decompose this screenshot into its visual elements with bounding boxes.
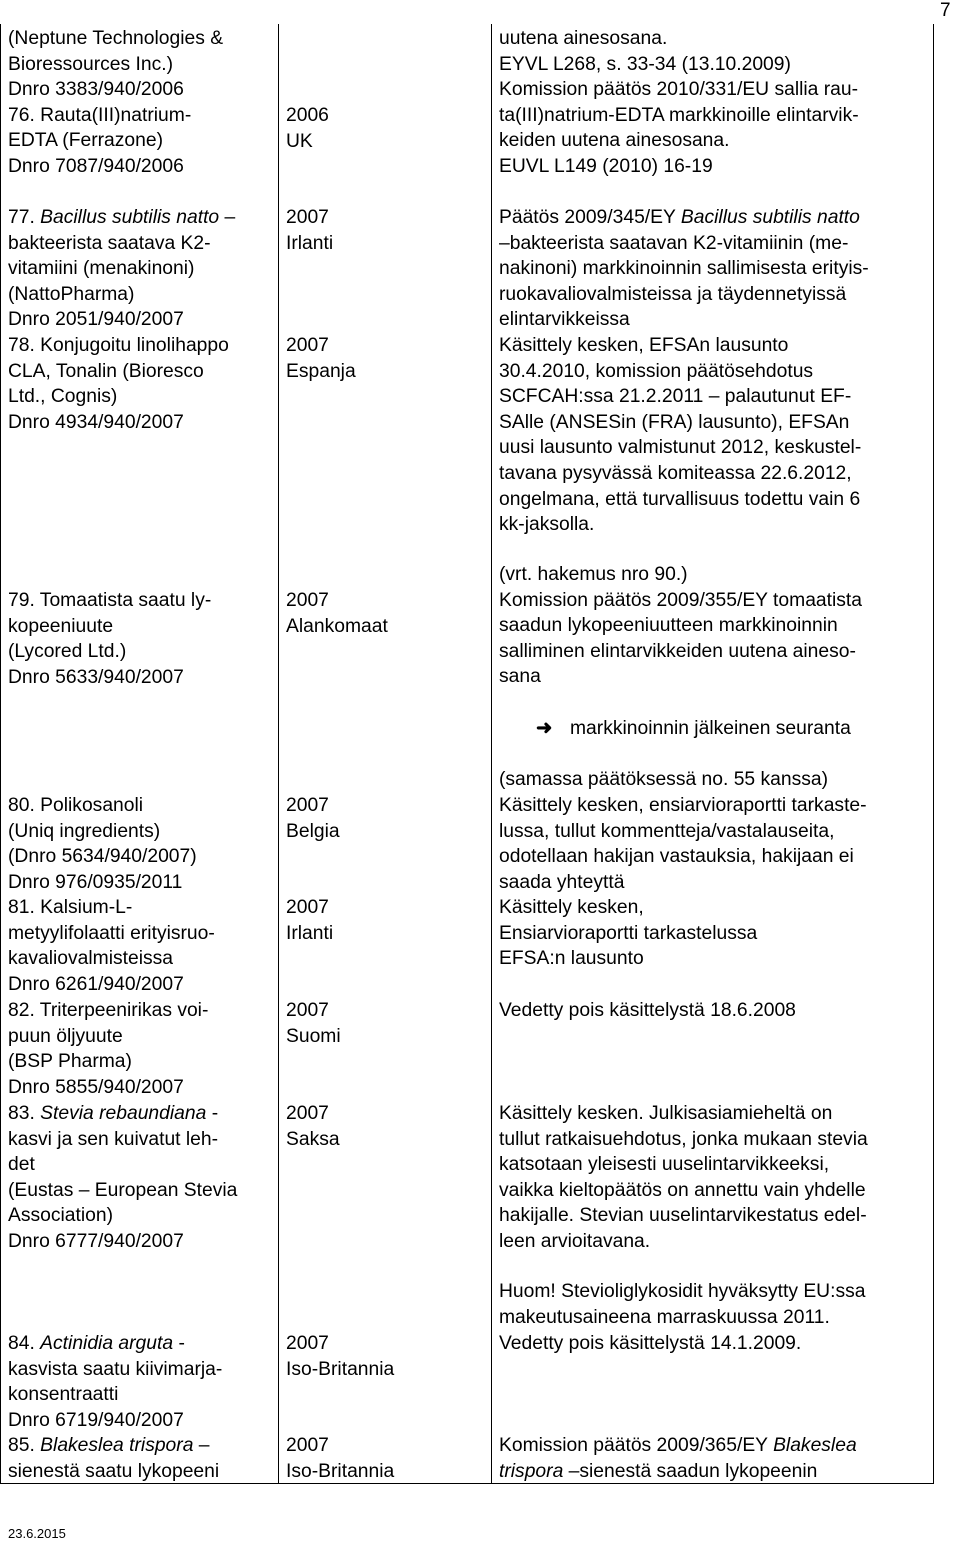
italic-text: Blakeslea trispora [40, 1435, 194, 1456]
text-line [499, 819, 867, 845]
text-line [499, 435, 861, 461]
text-line [8, 256, 235, 282]
text-line [8, 639, 211, 665]
text-line [286, 1331, 394, 1357]
text-segment: (Eustas – European Stevia [8, 1179, 238, 1201]
text-line [8, 154, 223, 180]
text-segment: - [173, 1333, 185, 1354]
text-segment: 2007 [286, 1000, 329, 1021]
row-year-country-79 [286, 588, 388, 639]
text-segment: tavana pysyvässä komiteassa 22.6.2012, [499, 462, 852, 484]
text-line [499, 359, 861, 385]
text-segment: Belgia [286, 820, 340, 842]
text-segment: hakijalle. Stevian uuselintarvikestatus edel- [499, 1205, 867, 1227]
row-status-84 [499, 1331, 801, 1357]
text-segment: Association) [8, 1205, 114, 1227]
text-line [286, 1459, 394, 1485]
text-segment: Iso-Britannia [286, 1460, 395, 1482]
text-line [499, 1203, 868, 1229]
text-segment: Irlanti [286, 232, 334, 254]
text-line [8, 1203, 237, 1229]
text-line [8, 1127, 237, 1153]
row-year-country-80 [286, 793, 340, 844]
row-status-76 [499, 26, 859, 180]
text-segment: Dnro 4934/940/2007 [8, 411, 184, 433]
text-segment: (Dnro 5634/940/2007) [8, 846, 197, 868]
text-line [286, 205, 333, 231]
text-line [499, 333, 861, 359]
text-segment: katsotaan yleisesti uuselintarvikkeeksi, [499, 1154, 830, 1176]
column-divider-2 [491, 24, 492, 1484]
text-segment: salliminen elintarvikkeiden uutena aineso- [499, 640, 856, 662]
text-segment: (Neptune Technologies & [8, 28, 224, 49]
text-line [286, 793, 340, 819]
text-segment: elintarvikkeissa [499, 309, 630, 331]
row-status-81 [499, 895, 757, 972]
text-line [8, 1459, 219, 1485]
text-line [499, 793, 867, 819]
text-segment: bakteerista saatava K2- [8, 232, 211, 254]
text-line [499, 1433, 857, 1459]
italic-text: Bacillus subtilis natto [40, 207, 220, 228]
table-border-right [933, 24, 934, 1484]
text-line [286, 359, 356, 385]
text-line [8, 1152, 237, 1178]
text-segment: leen arvioitavana. [499, 1230, 651, 1252]
text-segment: sienestä saatu lykopeeni [8, 1460, 220, 1482]
text-segment: Dnro 6261/940/2007 [8, 973, 184, 995]
text-line [499, 639, 862, 665]
text-segment: Komission päätös 2010/331/EU sallia rau- [499, 79, 859, 101]
text-segment: Dnro 5633/940/2007 [8, 666, 184, 688]
italic-text: Bacillus subtilis natto [680, 207, 860, 228]
row-year-country-78 [286, 333, 356, 384]
text-segment: ruokavaliovalmisteissa ja täydennetyissä [499, 283, 847, 305]
row-applicant-78 [8, 333, 229, 435]
text-segment: puun öljyuute [8, 1025, 123, 1047]
text-line [286, 1357, 394, 1383]
row-applicant-77 [8, 205, 235, 333]
text-line [8, 1382, 222, 1408]
text-segment: uusi lausunto valmistunut 2012, keskustel- [499, 437, 862, 459]
row-year-country-85 [286, 1433, 394, 1484]
text-line [8, 972, 215, 998]
text-line [499, 1101, 868, 1127]
text-line [286, 129, 329, 155]
text-segment: makeutusaineena marraskuussa 2011. [499, 1306, 830, 1328]
text-segment: tullut ratkaisuehdotus, jonka mukaan stevia [499, 1128, 868, 1150]
text-line [499, 895, 757, 921]
text-segment: Suomi [286, 1025, 341, 1047]
text-segment: (NattoPharma) [8, 283, 135, 305]
text-line [8, 103, 223, 129]
text-segment: uutena ainesosana. [499, 28, 668, 49]
text-segment: metyylifolaatti erityisruo- [8, 922, 215, 944]
text-line [8, 307, 235, 333]
text-segment: keiden uutena ainesosana. [499, 130, 730, 152]
text-line [499, 870, 867, 896]
text-line [499, 664, 862, 690]
text-segment: Dnro 976/0935/2011 [8, 871, 183, 893]
text-line [8, 384, 229, 410]
text-segment: 76. Rauta(III)natrium- [8, 104, 192, 126]
row-status-80 [499, 793, 867, 895]
text-line [499, 205, 869, 231]
text-segment: SCFCAH:ssa 21.2.2011 – palautunut EF- [499, 386, 852, 408]
text-segment: Bioressources Inc.) [8, 53, 174, 75]
row-status-85 [499, 1433, 857, 1484]
text-line [499, 512, 861, 538]
text-line [8, 231, 235, 257]
text-line [8, 998, 208, 1024]
text-line [499, 1459, 857, 1485]
text-line [8, 946, 215, 972]
post-market-monitoring-text: markkinoinnin jälkeinen seuranta [570, 718, 851, 739]
post-market-monitoring-note [536, 716, 851, 742]
row-status-78 [499, 333, 861, 538]
text-segment: Saksa [286, 1128, 340, 1150]
text-segment: Päätös 2009/345/EY [499, 207, 681, 228]
text-line [8, 26, 223, 52]
row-year-country-82 [286, 998, 341, 1049]
text-line [499, 307, 869, 333]
text-line [8, 333, 229, 359]
text-line [8, 1075, 208, 1101]
text-line [286, 588, 388, 614]
text-line [8, 1408, 222, 1434]
text-line [499, 77, 859, 103]
text-line [8, 128, 223, 154]
footer-date: 23.6.2015 [8, 1526, 66, 1541]
row-applicant-81 [8, 895, 215, 997]
text-line [499, 1178, 868, 1204]
text-line [499, 844, 867, 870]
text-segment: - [206, 1103, 219, 1124]
text-line [8, 665, 211, 691]
row-status-83-note [499, 1279, 865, 1330]
text-segment: 2007 [286, 335, 329, 356]
text-segment: lussa, tullut kommentteja/vastalauseita, [499, 820, 835, 842]
text-segment: 78. Konjugoitu linolihappo [8, 335, 229, 356]
text-segment: Alankomaat [286, 615, 388, 637]
text-segment: sana [499, 666, 541, 688]
text-segment: 77. [8, 207, 41, 228]
text-segment: Dnro 5855/940/2007 [8, 1076, 184, 1098]
text-line [286, 819, 340, 845]
row-year-country-81 [286, 895, 333, 946]
text-segment: 30.4.2010, komission päätösehdotus [499, 360, 814, 382]
text-segment: 2006 [286, 105, 329, 126]
text-line [286, 103, 329, 129]
text-line [499, 128, 859, 154]
row-status-82 [499, 998, 796, 1024]
text-line [8, 588, 211, 614]
text-segment: Ensiarvioraportti tarkastelussa [499, 922, 758, 944]
row-status-79 [499, 562, 862, 690]
italic-text: Actinidia arguta [40, 1333, 174, 1354]
text-line [499, 487, 861, 513]
text-segment: Dnro 3383/940/2006 [8, 79, 184, 101]
text-line [499, 1127, 868, 1153]
text-line [8, 1229, 237, 1255]
text-line [499, 1279, 865, 1305]
text-segment: –sienestä saadun lykopeenin [563, 1460, 818, 1482]
text-line [499, 410, 861, 436]
text-line [8, 1433, 219, 1459]
row-applicant-80 [8, 793, 197, 895]
text-line [499, 998, 796, 1024]
text-line [499, 461, 861, 487]
text-line [499, 613, 862, 639]
text-segment: det [8, 1154, 35, 1176]
table-border-left [0, 24, 1, 1484]
arrow-right-icon: ➜ [536, 718, 553, 739]
text-segment: EFSA:n lausunto [499, 948, 644, 970]
text-line [499, 767, 828, 793]
text-segment: Irlanti [286, 922, 334, 944]
row-applicant-85 [8, 1433, 219, 1484]
text-line [499, 26, 859, 52]
text-line [8, 1357, 222, 1383]
text-segment: vitamiini (menakinoni) [8, 258, 195, 280]
text-segment: kasvista saatu kiivimarja- [8, 1358, 223, 1380]
text-segment: saada yhteyttä [499, 871, 625, 893]
text-segment: (samassa päätöksessä no. 55 kanssa) [499, 769, 829, 790]
text-segment: UK [286, 130, 313, 152]
text-line [499, 282, 869, 308]
text-line [286, 998, 341, 1024]
text-line [8, 844, 197, 870]
text-line [286, 1101, 340, 1127]
text-segment: ongelmana, että turvallisuus todettu vain 6 [499, 488, 861, 510]
text-line [8, 205, 235, 231]
text-segment: Dnro 7087/940/2006 [8, 155, 184, 177]
row-applicant-79 [8, 588, 211, 690]
text-line [499, 384, 861, 410]
text-segment: Käsittely kesken, ensiarvioraportti tarkaste- [499, 795, 867, 816]
text-segment: 2007 [286, 1103, 329, 1124]
text-line [8, 614, 211, 640]
text-line [8, 895, 215, 921]
text-segment: SAlle (ANSESin (FRA) lausunto), EFSAn [499, 411, 850, 433]
text-segment: 2007 [286, 1435, 329, 1456]
text-line [286, 895, 333, 921]
text-segment: Käsittely kesken, [499, 897, 644, 918]
text-line [8, 793, 197, 819]
text-line [499, 1152, 868, 1178]
text-line [8, 359, 229, 385]
text-line [8, 52, 223, 78]
text-segment: Dnro 6777/940/2007 [8, 1230, 184, 1252]
text-segment: Komission päätös 2009/365/EY [499, 1435, 774, 1456]
text-line [499, 562, 862, 588]
text-segment: vaikka kieltopäätös on annettu vain yhdelle [499, 1179, 866, 1201]
text-segment: Espanja [286, 360, 356, 382]
text-line [499, 946, 757, 972]
row-applicant-83 [8, 1101, 237, 1255]
text-segment: Ltd., Cognis) [8, 386, 118, 408]
row-year-country-84 [286, 1331, 394, 1382]
text-segment: (vrt. hakemus nro 90.) [499, 564, 688, 585]
text-segment: kavaliovalmisteissa [8, 948, 174, 970]
text-segment: ta(III)natrium-EDTA markkinoille elintarvik- [499, 104, 859, 126]
text-line [8, 1331, 222, 1357]
text-segment: Käsittely kesken. Julkisasiamieheltä on [499, 1103, 833, 1124]
text-segment: CLA, Tonalin (Bioresco [8, 360, 204, 382]
text-segment: 2007 [286, 795, 329, 816]
text-segment: kopeeniuute [8, 615, 114, 637]
text-segment: kk-jaksolla. [499, 514, 595, 536]
text-line [8, 921, 215, 947]
text-segment: 2007 [286, 590, 329, 611]
text-segment: Dnro 2051/940/2007 [8, 309, 184, 331]
row-applicant-84 [8, 1331, 222, 1433]
text-line [286, 1433, 394, 1459]
text-segment: 84. [8, 1333, 41, 1354]
text-line [286, 231, 333, 257]
text-segment: nakinoni) markkinoinnin sallimisesta erityis- [499, 258, 869, 280]
row-year-country-76 [286, 103, 329, 154]
text-segment: 81. Kalsium-L- [8, 897, 133, 918]
text-segment: Huom! Stevioliglykosidit hyväksytty EU:ssa [499, 1281, 866, 1302]
text-segment: (Uniq ingredients) [8, 820, 161, 842]
text-line [8, 282, 235, 308]
text-line [499, 1305, 865, 1331]
row-status-79-extra [499, 767, 828, 793]
text-line [499, 103, 859, 129]
text-segment: EUVL L149 (2010) 16-19 [499, 155, 713, 177]
row-status-83 [499, 1101, 868, 1255]
text-line [8, 819, 197, 845]
text-line [499, 52, 859, 78]
text-segment: kasvi ja sen kuivatut leh- [8, 1128, 219, 1150]
row-status-77 [499, 205, 869, 333]
text-line [8, 1049, 208, 1075]
text-line [8, 1178, 237, 1204]
text-segment: 85. [8, 1435, 41, 1456]
text-segment: Vedetty pois käsittelystä 18.6.2008 [499, 1000, 796, 1021]
italic-text: trispora [499, 1460, 564, 1482]
text-segment: – [219, 207, 236, 228]
text-segment: EDTA (Ferrazone) [8, 130, 164, 152]
text-segment: konsentraatti [8, 1384, 119, 1406]
text-segment: (Lycored Ltd.) [8, 641, 127, 663]
row-applicant-82 [8, 998, 208, 1100]
text-line [499, 1229, 868, 1255]
column-divider-1 [278, 24, 279, 1484]
page-number: 7 [940, 0, 951, 21]
text-segment: 2007 [286, 897, 329, 918]
text-line [499, 154, 859, 180]
text-segment: 79. Tomaatista saatu ly- [8, 590, 212, 611]
text-line [499, 231, 869, 257]
text-segment: 82. Triterpeenirikas voi- [8, 1000, 209, 1021]
text-line [8, 77, 223, 103]
text-segment: (BSP Pharma) [8, 1051, 132, 1073]
text-segment: saadun lykopeeniuutteen markkinoinnin [499, 615, 838, 637]
text-line [286, 1127, 340, 1153]
text-line [286, 921, 333, 947]
text-segment: 2007 [286, 207, 329, 228]
text-segment: –bakteerista saatavan K2-vitamiinin (me- [499, 232, 849, 254]
text-segment: Iso-Britannia [286, 1358, 395, 1380]
text-line [286, 614, 388, 640]
text-segment: Vedetty pois käsittelystä 14.1.2009. [499, 1333, 802, 1354]
text-segment: 83. [8, 1103, 41, 1124]
row-year-country-83 [286, 1101, 340, 1152]
text-segment: 2007 [286, 1333, 329, 1354]
text-line [286, 1024, 341, 1050]
text-line [8, 410, 229, 436]
italic-text: Stevia rebaundiana [40, 1103, 207, 1124]
text-segment: odotellaan hakijan vastauksia, hakijaan ei [499, 846, 854, 868]
text-segment: – [193, 1435, 210, 1456]
text-line [499, 921, 757, 947]
text-segment: Käsittely kesken, EFSAn lausunto [499, 335, 789, 356]
text-segment: EYVL L268, s. 33-34 (13.10.2009) [499, 53, 791, 75]
text-line [8, 870, 197, 896]
text-line [8, 1101, 237, 1127]
row-applicant-76 [8, 26, 223, 180]
italic-text: Blakeslea [773, 1435, 857, 1456]
row-year-country-77 [286, 205, 333, 256]
text-segment: 80. Polikosanoli [8, 795, 144, 816]
text-line [286, 333, 356, 359]
text-segment: Komission päätös 2009/355/EY tomaatista [499, 589, 863, 611]
text-line [499, 1331, 801, 1357]
text-line [8, 1024, 208, 1050]
text-segment: Dnro 6719/940/2007 [8, 1409, 184, 1431]
text-line [499, 256, 869, 282]
text-line [499, 588, 862, 614]
